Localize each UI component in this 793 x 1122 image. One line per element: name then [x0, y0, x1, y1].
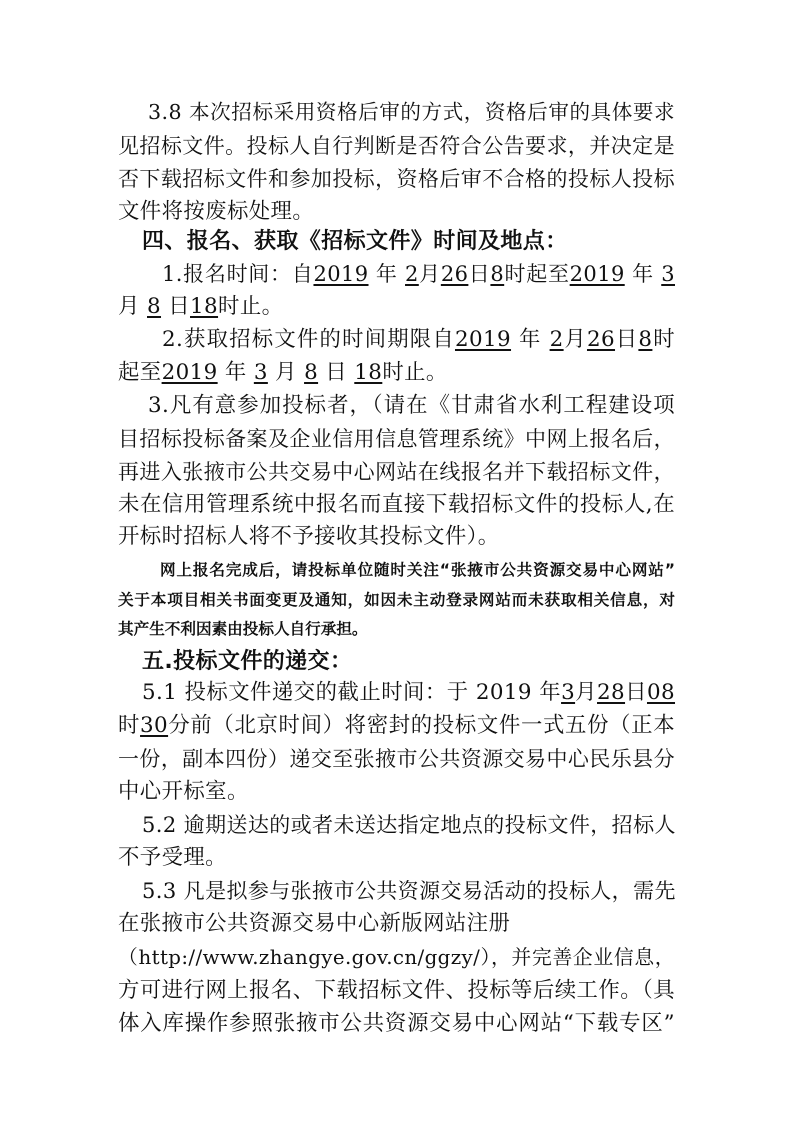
- text: 年: [217, 360, 254, 385]
- year-end: 2019: [161, 360, 218, 385]
- day-end: 8: [304, 360, 319, 385]
- text: 起至: [118, 360, 162, 385]
- text: 月: [267, 360, 305, 385]
- text: 年: [368, 262, 406, 286]
- item-4-2-line-1: [162, 325, 675, 355]
- item-4-3-line-5: 开标时招标人将不予接收其投标文件）。: [118, 524, 500, 549]
- item-4-3-line-1: 3.凡有意参加投标者，（请在《甘肃省水利工程建设项: [148, 393, 675, 418]
- hour-start: 8: [638, 327, 653, 352]
- text: 1.报名时间：自: [162, 262, 314, 286]
- item-5-1-line-3: 一份，副本四份）递交至张掖市公共资源交易中心民乐县分: [118, 747, 675, 771]
- text: 月: [575, 680, 598, 705]
- section-5-heading: 五.投标文件的递交：: [142, 649, 353, 674]
- hour: 08: [646, 680, 676, 705]
- text: 时: [652, 327, 675, 352]
- notice-line-2: 关于本项目相关书面变更及通知，如因未主动登录网站而未获取相关信息，对: [118, 591, 675, 609]
- section-4-heading: 四、报名、获取《招标文件》时间及地点：: [142, 229, 568, 254]
- item-5-1-line-1: [142, 678, 675, 708]
- item-4-3-line-4: 未在信用管理系统中报名而直接下载招标文件的投标人,在: [118, 492, 675, 517]
- text: 时: [118, 713, 141, 738]
- day: 28: [597, 680, 626, 705]
- hour-end: 18: [190, 294, 219, 319]
- text: 日: [625, 680, 647, 705]
- item-5-3-line-5: 体入库操作参照张掖市公共资源交易中心网站“下载专区”: [118, 1011, 675, 1036]
- para-3-8-line-3: 否下载招标文件和参加投标，资格后审不合格的投标人投标: [118, 167, 675, 191]
- hour-end: 18: [354, 360, 383, 385]
- text: 年: [624, 262, 662, 286]
- text: 月: [418, 262, 441, 286]
- text: 日: [318, 360, 355, 385]
- notice-line-1: 网上报名完成后，请投标单位随时关注“张掖市公共资源交易中心网站”: [160, 561, 675, 579]
- item-5-3-url-line: （http://www.zhangye.gov.cn/ggzy/），并完善企业信息，: [118, 946, 675, 969]
- para-3-8-line-2: 见招标文件。投标人自行判断是否符合公告要求，并决定是: [118, 134, 675, 158]
- month: 3: [561, 680, 576, 705]
- item-5-3-line-1: 5.3 凡是拟参与张掖市公共资源交易活动的投标人，需先: [142, 879, 676, 903]
- item-5-2-line-2: 不予受理。: [118, 845, 227, 870]
- item-4-1-line-2: [118, 292, 675, 322]
- year-start: 2019: [313, 262, 369, 286]
- year-end: 2019: [569, 262, 625, 286]
- text: 日: [168, 294, 191, 319]
- month-end: 3: [661, 262, 675, 286]
- item-4-3-line-2: 目招标投标备案及企业信用信息管理系统》中网上报名后，: [118, 427, 675, 451]
- text: 月: [118, 294, 140, 319]
- item-4-1-line-1: [162, 259, 675, 289]
- para-3-8-line-1: 3.8 本次招标采用资格后审的方式，资格后审的具体要求: [148, 100, 675, 124]
- item-5-3-line-4: 方可进行网上报名、下载招标文件、投标等后续工作。（具: [118, 978, 675, 1003]
- text: 年: [511, 327, 550, 352]
- text: 时止。: [218, 294, 284, 319]
- notice-line-3: 其产生不利因素由投标人自行承担。: [118, 620, 368, 638]
- day-start: 26: [440, 262, 469, 286]
- item-5-3-line-2: 在张掖市公共资源交易中心新版网站注册: [118, 911, 511, 936]
- month-start: 2: [405, 262, 419, 286]
- month-start: 2: [549, 327, 564, 352]
- item-4-3-line-3: 再进入张掖市公共交易中心网站在线报名并下载招标文件，: [118, 460, 675, 484]
- text: 日: [468, 262, 491, 286]
- item-5-1-line-2: [118, 711, 675, 741]
- minute: 30: [140, 713, 169, 738]
- hour-start: 8: [490, 262, 505, 286]
- text: 日: [615, 327, 639, 352]
- text: 2.获取招标文件的时间期限自: [162, 327, 455, 352]
- text: 时起至: [504, 262, 570, 286]
- text: 月: [563, 327, 587, 352]
- para-3-8-line-4: 文件将按废标处理。: [118, 199, 315, 224]
- item-4-2-line-2: [118, 358, 675, 388]
- item-5-1-line-4: 中心开标室。: [118, 779, 249, 804]
- month-end: 3: [253, 360, 268, 385]
- item-5-2-line-1: 5.2 逾期送达的或者未送达指定地点的投标文件，招标人: [142, 813, 676, 837]
- text: 时止。: [382, 360, 448, 385]
- day-end: 8: [147, 294, 162, 319]
- year-start: 2019: [454, 327, 512, 352]
- text: 5.1 投标文件递交的截止时间：于 2019 年: [142, 680, 562, 705]
- day-start: 26: [586, 327, 616, 352]
- text: 分前（北京时间）将密封的投标文件一式五份（正本: [168, 713, 675, 738]
